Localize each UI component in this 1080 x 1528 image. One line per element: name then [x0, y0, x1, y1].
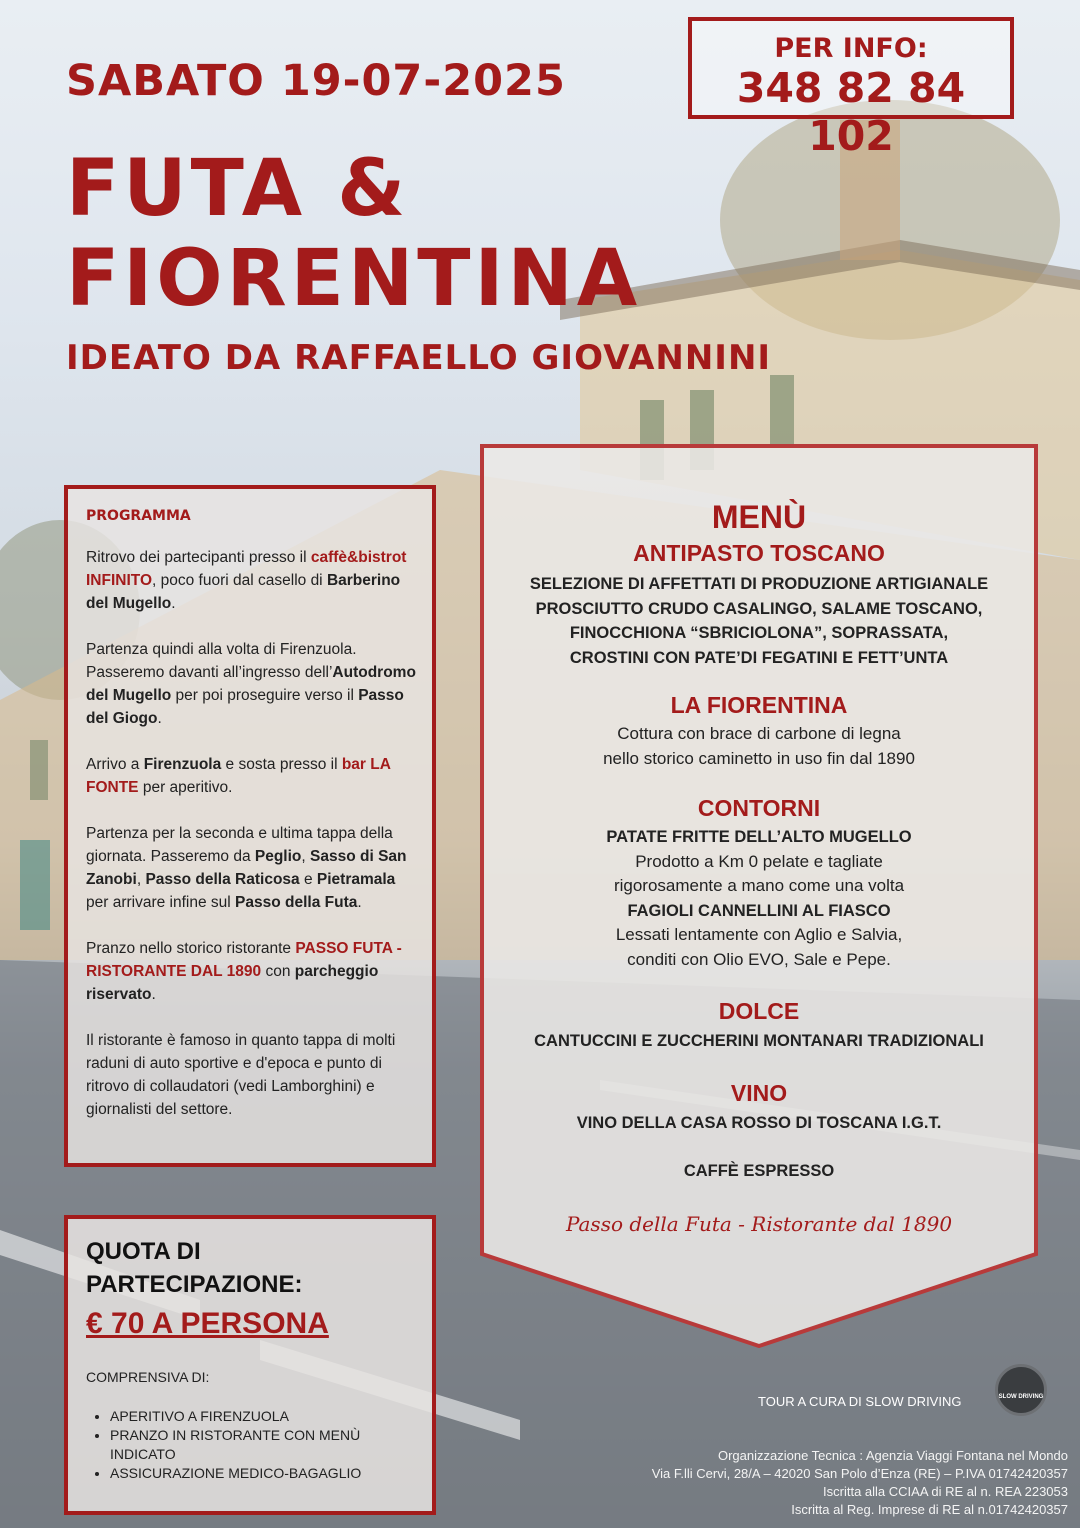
event-date: SABATO 19-07-2025: [66, 56, 566, 106]
programma-p5: Pranzo nello storico ristorante PASSO FUTA - RISTORANTE DAL 1890 con parcheggio riservato.: [86, 940, 402, 1003]
programma-box: [64, 485, 436, 1167]
list-item: • PRANZO IN RISTORANTE CON MENÙ INDICATO: [110, 1426, 416, 1464]
antipasto-title: ANTIPASTO TOSCANO: [633, 540, 885, 566]
included-list: [86, 1407, 416, 1483]
antipasto-text: SELEZIONE DI AFFETTATI DI PRODUZIONE ARTIGIANALE PROSCIUTTO CRUDO CASALINGO, SALAME TOSCANO, FINOCCHIONA “SBRICIOLONA”, SOPRASSATA, CROSTINI CON PATE’DI FEGATINI E FETT’UNTA: [529, 575, 989, 667]
programma-p6: Il ristorante è famoso in quanto tappa di molti raduni di auto sportive e d'epoca e punto di ritrovo di collaudatori (vedi Lamborghini) e giornalisti del settore.: [86, 1032, 396, 1118]
contorni-item-2-text: Lessati lentamente con Aglio e Salvia, conditi con Olio EVO, Sale e Pepe.: [615, 925, 903, 969]
programma-p1: Ritrovo dei partecipanti presso il caffè&bistrot INFINITO, poco fuori dal casello di Barberino del Mugello.: [86, 549, 407, 612]
quota-box: [64, 1215, 436, 1515]
quota-price: € 70 A PERSONA: [86, 1307, 329, 1340]
fiorentina-title: LA FIORENTINA: [670, 692, 848, 718]
subtitle: IDEATO DA RAFFAELLO GIOVANNINI: [66, 338, 772, 378]
info-phone[interactable]: 348 82 84 102: [736, 64, 966, 160]
title-line-1: FUTA &: [66, 144, 410, 234]
organization-info: Organizzazione Tecnica : Agenzia Viaggi Fontana nel Mondo Via F.lli Cervi, 28/A – 42020 San Polo d’Enza (RE) – P.IVA 01742420357 Iscritta alla CCIAA di RE al n. REA 223053 Iscritta al Reg. Imprese di RE al n.01742420357: [651, 1448, 1068, 1517]
contorni-title: CONTORNI: [697, 795, 821, 821]
vino-text: VINO DELLA CASA ROSSO DI TOSCANA I.G.T.: [576, 1113, 942, 1132]
restaurant-signature: Passo della Futa - Ristorante dal 1890: [565, 1211, 953, 1236]
programma-heading: PROGRAMMA: [86, 508, 191, 524]
contorni-item-1-text: Prodotto a Km 0 pelate e tagliate rigorosamente a mano come una volta: [613, 851, 905, 895]
title-line-2: FIORENTINA: [66, 234, 642, 324]
programma-p4: Partenza per la seconda e ultima tappa della giornata. Passeremo da Peglio, Sasso di San Zanobi, Passo della Raticosa e Pietramala per arrivare infine sul Passo della Futa.: [86, 825, 407, 911]
caffe-text: CAFFÈ ESPRESSO: [683, 1162, 835, 1180]
info-box: [688, 17, 1014, 160]
slow-driving-logo: SLOW DRIVING: [995, 1364, 1047, 1416]
info-label: PER INFO:: [774, 33, 928, 64]
comprensiva-label: COMPRENSIVA DI:: [86, 1369, 210, 1385]
menu-content: [498, 499, 1020, 1236]
menu-panel: [480, 444, 1038, 1348]
programma-p3: Arrivo a Firenzuola e sosta presso il bar LA FONTE per aperitivo.: [86, 756, 391, 796]
dolce-title: DOLCE: [718, 998, 800, 1024]
contorni-item-1: PATATE FRITTE DELL’ALTO MUGELLO: [606, 828, 912, 846]
list-item: • APERITIVO A FIRENZUOLA: [110, 1407, 416, 1426]
contorni-item-2: FAGIOLI CANNELLINI AL FIASCO: [627, 901, 891, 920]
quota-heading: QUOTA DI PARTECIPAZIONE:: [86, 1238, 303, 1298]
fiorentina-text: Cottura con brace di carbone di legna nello storico caminetto in uso fin dal 1890: [603, 724, 915, 768]
programma-p2: Partenza quindi alla volta di Firenzuola. Passeremo davanti all’ingresso dell’Autodromo del Mugello per poi proseguire verso il Passo del Giogo.: [86, 641, 416, 727]
list-item: • ASSICURAZIONE MEDICO-BAGAGLIO: [110, 1464, 416, 1483]
tour-credit: TOUR A CURA DI SLOW DRIVING: [758, 1394, 962, 1409]
vino-title: VINO: [730, 1079, 788, 1106]
menu-title: MENÙ: [711, 499, 807, 535]
dolce-text: CANTUCCINI E ZUCCHERINI MONTANARI TRADIZIONALI: [534, 1032, 984, 1050]
